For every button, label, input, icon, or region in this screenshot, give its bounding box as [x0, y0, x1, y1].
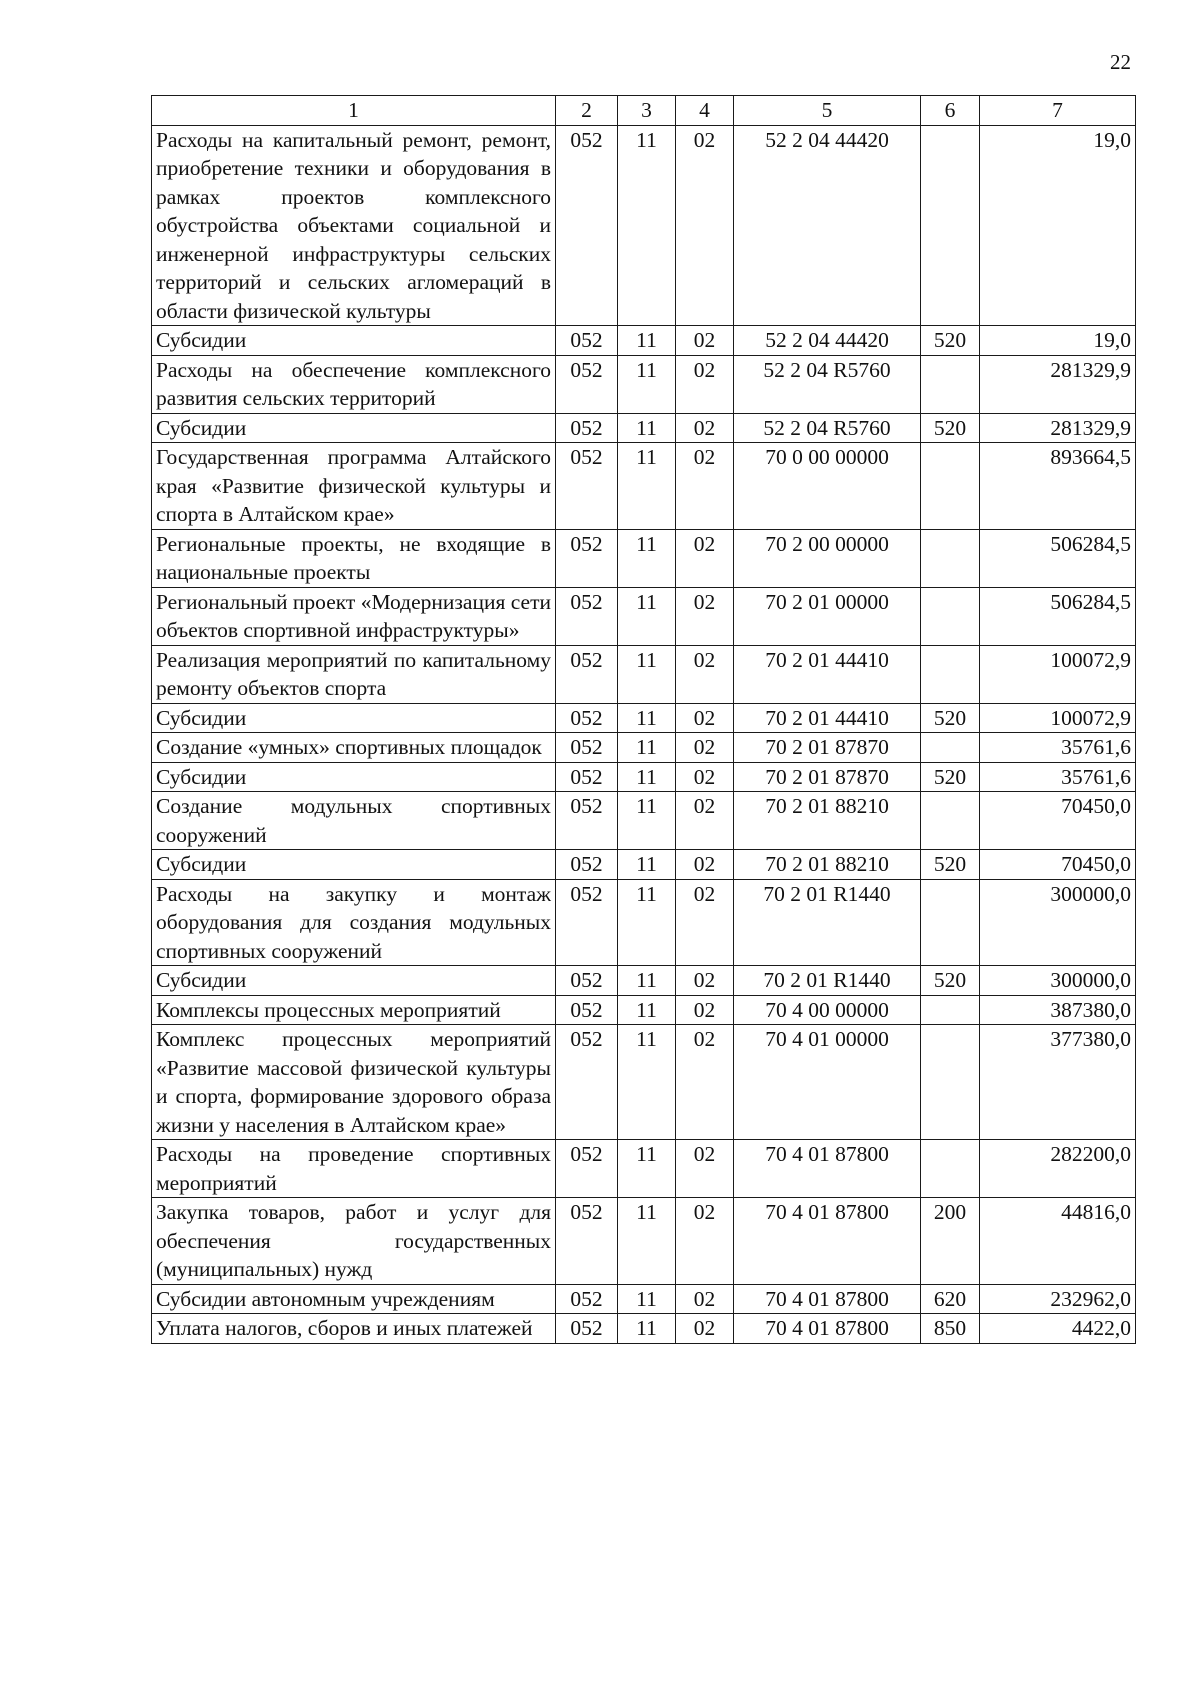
- row-name: Создание модульных спортивных сооружений: [152, 792, 556, 850]
- row-amount: 100072,9: [980, 645, 1136, 703]
- row-code-subsection: 02: [676, 703, 734, 733]
- row-name: Закупка товаров, работ и услуг для обеспечения государственных (муниципальных) нужд: [152, 1198, 556, 1285]
- row-code-type: [921, 733, 980, 763]
- row-amount: 377380,0: [980, 1025, 1136, 1140]
- row-name: Комплексы процессных мероприятий: [152, 995, 556, 1025]
- row-code-admin: 052: [556, 850, 618, 880]
- row-code-admin: 052: [556, 529, 618, 587]
- row-name: Расходы на закупку и монтаж оборудования для создания модульных спортивных сооружений: [152, 879, 556, 966]
- row-code-admin: 052: [556, 792, 618, 850]
- table-body: [152, 125, 1136, 1343]
- row-code-type: [921, 529, 980, 587]
- row-code-admin: 052: [556, 587, 618, 645]
- row-code-admin: 052: [556, 355, 618, 413]
- budget-table: [151, 95, 1136, 1344]
- row-amount: 300000,0: [980, 966, 1136, 996]
- row-code-subsection: 02: [676, 645, 734, 703]
- row-code-target: 52 2 04 44420: [734, 125, 921, 326]
- row-name: Субсидии: [152, 703, 556, 733]
- row-code-subsection: 02: [676, 1025, 734, 1140]
- row-code-type: 520: [921, 703, 980, 733]
- row-code-admin: 052: [556, 1198, 618, 1285]
- table-row: [152, 1314, 1136, 1344]
- row-code-target: 70 2 00 00000: [734, 529, 921, 587]
- row-code-type: [921, 1140, 980, 1198]
- row-code-type: [921, 355, 980, 413]
- row-code-section: 11: [618, 1314, 676, 1344]
- row-code-admin: 052: [556, 645, 618, 703]
- row-code-section: 11: [618, 762, 676, 792]
- table-row: [152, 792, 1136, 850]
- row-code-type: 620: [921, 1284, 980, 1314]
- row-code-section: 11: [618, 792, 676, 850]
- row-code-type: 520: [921, 326, 980, 356]
- row-name: Государственная программа Алтайского края «Развитие физической культуры и спорта в Алтайском крае»: [152, 443, 556, 530]
- row-name: Региональный проект «Модернизация сети объектов спортивной инфраструктуры»: [152, 587, 556, 645]
- row-amount: 44816,0: [980, 1198, 1136, 1285]
- row-code-target: 52 2 04 R5760: [734, 413, 921, 443]
- row-code-type: [921, 792, 980, 850]
- table-row: [152, 587, 1136, 645]
- table-row: [152, 850, 1136, 880]
- row-code-subsection: 02: [676, 966, 734, 996]
- row-code-subsection: 02: [676, 587, 734, 645]
- row-code-subsection: 02: [676, 125, 734, 326]
- row-code-subsection: 02: [676, 879, 734, 966]
- table-row: [152, 1198, 1136, 1285]
- row-amount: 70450,0: [980, 792, 1136, 850]
- table-row: [152, 326, 1136, 356]
- row-name: Расходы на проведение спортивных мероприятий: [152, 1140, 556, 1198]
- row-code-target: 70 2 01 88210: [734, 792, 921, 850]
- row-code-section: 11: [618, 125, 676, 326]
- row-code-section: 11: [618, 850, 676, 880]
- row-code-target: 70 2 01 44410: [734, 703, 921, 733]
- header-col-7: 7: [980, 96, 1136, 126]
- row-code-section: 11: [618, 1284, 676, 1314]
- row-code-subsection: 02: [676, 355, 734, 413]
- row-code-section: 11: [618, 966, 676, 996]
- row-code-section: 11: [618, 529, 676, 587]
- row-code-type: [921, 125, 980, 326]
- row-code-section: 11: [618, 587, 676, 645]
- table-row: [152, 703, 1136, 733]
- row-code-type: 200: [921, 1198, 980, 1285]
- row-code-target: 52 2 04 R5760: [734, 355, 921, 413]
- row-code-subsection: 02: [676, 413, 734, 443]
- table-row: [152, 733, 1136, 763]
- row-code-target: 70 0 00 00000: [734, 443, 921, 530]
- row-amount: 35761,6: [980, 733, 1136, 763]
- row-code-admin: 052: [556, 443, 618, 530]
- row-name: Субсидии: [152, 326, 556, 356]
- table-row: [152, 645, 1136, 703]
- row-name: Расходы на капитальный ремонт, ремонт, приобретение техники и оборудования в рамках проектов комплексного обустройства объектами социальной и инженерной инфраструктуры сельских территорий и сельских агломераций в области физической культуры: [152, 125, 556, 326]
- row-name: Комплекс процессных мероприятий «Развитие массовой физической культуры и спорта, формирование здорового образа жизни у населения в Алтайском крае»: [152, 1025, 556, 1140]
- row-code-subsection: 02: [676, 792, 734, 850]
- row-name: Субсидии: [152, 413, 556, 443]
- table-row: [152, 762, 1136, 792]
- row-code-target: 70 4 01 87800: [734, 1284, 921, 1314]
- row-code-section: 11: [618, 413, 676, 443]
- row-amount: 281329,9: [980, 413, 1136, 443]
- row-code-admin: 052: [556, 733, 618, 763]
- row-code-admin: 052: [556, 966, 618, 996]
- row-code-target: 70 2 01 87870: [734, 762, 921, 792]
- row-code-type: [921, 443, 980, 530]
- row-code-subsection: 02: [676, 1198, 734, 1285]
- row-code-target: 70 2 01 87870: [734, 733, 921, 763]
- row-code-type: 520: [921, 966, 980, 996]
- row-amount: 35761,6: [980, 762, 1136, 792]
- row-amount: 300000,0: [980, 879, 1136, 966]
- row-code-subsection: 02: [676, 762, 734, 792]
- row-code-subsection: 02: [676, 443, 734, 530]
- table-row: [152, 966, 1136, 996]
- row-code-type: [921, 879, 980, 966]
- row-amount: 232962,0: [980, 1284, 1136, 1314]
- row-code-target: 70 4 01 00000: [734, 1025, 921, 1140]
- table-row: [152, 529, 1136, 587]
- row-name: Реализация мероприятий по капитальному ремонту объектов спорта: [152, 645, 556, 703]
- header-col-2: 2: [556, 96, 618, 126]
- table-row: [152, 1025, 1136, 1140]
- row-amount: 893664,5: [980, 443, 1136, 530]
- row-code-section: 11: [618, 1025, 676, 1140]
- row-code-target: 52 2 04 44420: [734, 326, 921, 356]
- row-code-subsection: 02: [676, 733, 734, 763]
- header-col-4: 4: [676, 96, 734, 126]
- table-header: [152, 96, 1136, 126]
- row-code-section: 11: [618, 879, 676, 966]
- row-amount: 387380,0: [980, 995, 1136, 1025]
- row-amount: 506284,5: [980, 529, 1136, 587]
- row-code-section: 11: [618, 703, 676, 733]
- row-code-admin: 052: [556, 1314, 618, 1344]
- row-code-target: 70 2 01 00000: [734, 587, 921, 645]
- page-number: 22: [1110, 50, 1131, 74]
- header-col-5: 5: [734, 96, 921, 126]
- header-col-1: 1: [152, 96, 556, 126]
- row-code-section: 11: [618, 995, 676, 1025]
- row-name: Расходы на обеспечение комплексного развития сельских территорий: [152, 355, 556, 413]
- header-row: [152, 96, 1136, 126]
- header-col-6: 6: [921, 96, 980, 126]
- row-code-target: 70 2 01 R1440: [734, 879, 921, 966]
- table-row: [152, 1140, 1136, 1198]
- row-code-type: 520: [921, 413, 980, 443]
- row-code-subsection: 02: [676, 1314, 734, 1344]
- row-code-section: 11: [618, 733, 676, 763]
- row-code-section: 11: [618, 355, 676, 413]
- row-code-admin: 052: [556, 703, 618, 733]
- table-row: [152, 413, 1136, 443]
- row-code-target: 70 2 01 R1440: [734, 966, 921, 996]
- row-code-section: 11: [618, 1140, 676, 1198]
- table-row: [152, 1284, 1136, 1314]
- row-name: Создание «умных» спортивных площадок: [152, 733, 556, 763]
- row-name: Субсидии: [152, 966, 556, 996]
- row-code-admin: 052: [556, 413, 618, 443]
- table-row: [152, 995, 1136, 1025]
- row-code-admin: 052: [556, 995, 618, 1025]
- row-amount: 70450,0: [980, 850, 1136, 880]
- row-code-target: 70 4 01 87800: [734, 1140, 921, 1198]
- row-code-admin: 052: [556, 1284, 618, 1314]
- row-code-section: 11: [618, 1198, 676, 1285]
- row-code-type: 850: [921, 1314, 980, 1344]
- row-name: Субсидии: [152, 762, 556, 792]
- row-code-subsection: 02: [676, 326, 734, 356]
- row-amount: 100072,9: [980, 703, 1136, 733]
- row-code-admin: 052: [556, 879, 618, 966]
- row-code-target: 70 4 01 87800: [734, 1198, 921, 1285]
- row-code-subsection: 02: [676, 529, 734, 587]
- row-code-type: 520: [921, 850, 980, 880]
- row-code-section: 11: [618, 326, 676, 356]
- row-code-subsection: 02: [676, 1284, 734, 1314]
- row-name: Уплата налогов, сборов и иных платежей: [152, 1314, 556, 1344]
- table-row: [152, 443, 1136, 530]
- row-amount: 282200,0: [980, 1140, 1136, 1198]
- row-code-type: 520: [921, 762, 980, 792]
- table-row: [152, 125, 1136, 326]
- row-code-admin: 052: [556, 1025, 618, 1140]
- row-code-subsection: 02: [676, 995, 734, 1025]
- row-code-admin: 052: [556, 125, 618, 326]
- row-amount: 506284,5: [980, 587, 1136, 645]
- row-code-target: 70 4 01 87800: [734, 1314, 921, 1344]
- row-code-target: 70 2 01 88210: [734, 850, 921, 880]
- row-code-admin: 052: [556, 762, 618, 792]
- row-code-admin: 052: [556, 1140, 618, 1198]
- row-amount: 19,0: [980, 125, 1136, 326]
- table-row: [152, 355, 1136, 413]
- row-name: Субсидии: [152, 850, 556, 880]
- row-amount: 4422,0: [980, 1314, 1136, 1344]
- row-code-subsection: 02: [676, 1140, 734, 1198]
- row-name: Субсидии автономным учреждениям: [152, 1284, 556, 1314]
- table-row: [152, 879, 1136, 966]
- row-amount: 19,0: [980, 326, 1136, 356]
- row-code-type: [921, 587, 980, 645]
- row-code-section: 11: [618, 443, 676, 530]
- row-amount: 281329,9: [980, 355, 1136, 413]
- row-code-admin: 052: [556, 326, 618, 356]
- row-code-target: 70 2 01 44410: [734, 645, 921, 703]
- row-code-subsection: 02: [676, 850, 734, 880]
- row-code-target: 70 4 00 00000: [734, 995, 921, 1025]
- header-col-3: 3: [618, 96, 676, 126]
- row-name: Региональные проекты, не входящие в национальные проекты: [152, 529, 556, 587]
- row-code-type: [921, 645, 980, 703]
- row-code-section: 11: [618, 645, 676, 703]
- row-code-type: [921, 995, 980, 1025]
- row-code-type: [921, 1025, 980, 1140]
